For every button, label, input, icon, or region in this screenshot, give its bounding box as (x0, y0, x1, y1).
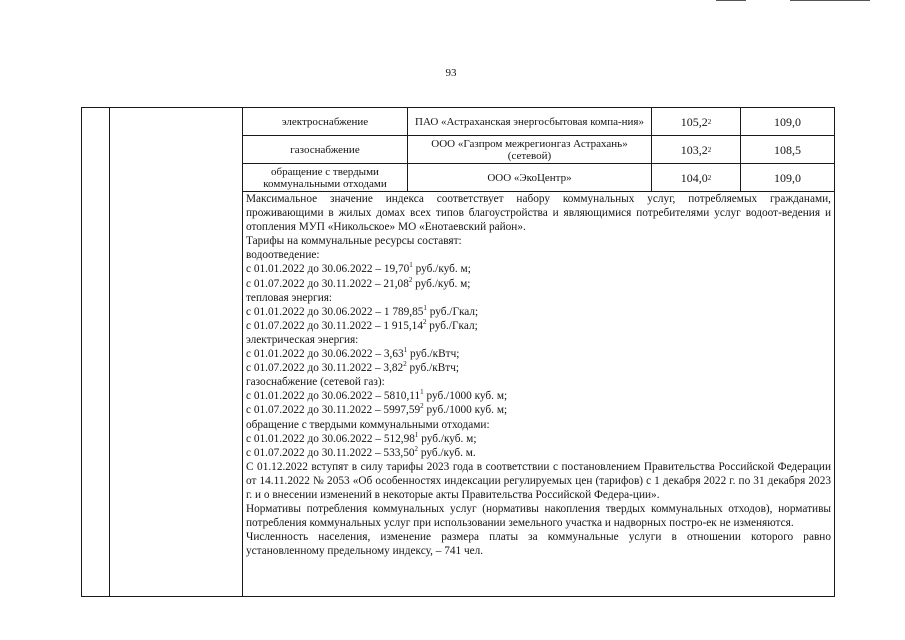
tariff-line (246, 347, 831, 361)
scan-artifact (716, 0, 746, 1)
tariff-text: с 01.07.2022 до 30.11.2022 – 533,50 (246, 446, 415, 459)
supplier-cell: ООО «Газпром межрегионгаз Астрахань» (сетевой) (431, 137, 628, 162)
scan-artifact (790, 0, 870, 1)
notes-block (246, 192, 831, 558)
footnote-ref: 1 (414, 430, 419, 439)
column-divider (109, 107, 110, 597)
tariff-line (246, 389, 831, 403)
decree-paragraph: С 01.12.2022 вступят в силу тарифы 2023 года в соответствии с постановлением Правительства Российской Федерации от 14.11.2022 № 2053 «Об особенностях индексации регулируемых цен (тарифов) с 1 декабря 2022 г. по 31 декабря 2023 г. и о внесении изменений в некоторые акты Правительства Российской Федера-ции». (246, 460, 831, 501)
tariff-text: с 01.07.2022 до 30.11.2022 – 5997,59 (246, 404, 421, 417)
service-cell: газоснабжение (290, 143, 360, 156)
table-border-right (834, 107, 835, 597)
intro-paragraph: Максимальное значение индекса соответствует набору коммунальных услуг, потребляемых гражданами, проживающими в жилых домах всех типов благоустройства и являющимися потребителями услуг водоот-ведения и отопления МУП «Никольское» МО «Енотаевский район». (246, 193, 831, 234)
tariffs-heading: Тарифы на коммунальные ресурсы составят: (246, 235, 462, 248)
supplier-cell: ПАО «Астраханская энергосбытовая компа-ния» (415, 115, 644, 128)
max-index-cell: 108,5 (774, 142, 801, 157)
waste-heading: обращение с твердыми коммунальными отходами: (246, 418, 490, 431)
tariff-line (246, 277, 831, 291)
max-index-cell: 109,0 (774, 114, 801, 129)
electricity-heading: электрическая энергия: (246, 333, 359, 346)
tariff-unit: руб./кВтч; (406, 362, 460, 375)
tariff-text: с 01.01.2022 до 30.06.2022 – 512,98 (246, 432, 415, 445)
index-value: 105,2 (680, 114, 708, 129)
service-cell: обращение с твердыми коммунальными отходами (263, 165, 387, 190)
tariff-line (246, 361, 831, 375)
tariff-text: с 01.01.2022 до 30.06.2022 – 1 789,85 (246, 305, 424, 318)
footnote-ref: 1 (409, 261, 413, 270)
supplier-cell: ООО «ЭкоЦентр» (487, 171, 572, 184)
tariff-line (246, 446, 831, 460)
tariff-text: с 01.07.2022 до 30.11.2022 – 21,08 (246, 277, 409, 290)
index-value: 103,2 (680, 142, 708, 157)
tariff-unit: руб./1000 куб. м; (423, 404, 508, 417)
tariff-unit: руб./куб. м; (418, 432, 477, 445)
max-index-cell: 109,0 (774, 170, 801, 185)
norms-paragraph: Нормативы потребления коммунальных услуг (нормативы накопления твердых коммунальных отходов), нормативы потребления коммунальных услуг при использовании земельного участка и надворных постро-ек не изменяются. (246, 503, 831, 530)
tariff-line (246, 432, 831, 446)
gas-heading: газоснабжение (сетевой газ): (246, 376, 385, 389)
tariff-unit: руб./куб. м. (418, 446, 476, 459)
index-cell: 105,2 2 (680, 114, 712, 129)
heat-heading: тепловая энергия: (246, 291, 333, 304)
footnote-ref: 2 (422, 317, 427, 326)
tariff-line (246, 305, 831, 319)
footnote-ref: 1 (420, 388, 424, 397)
footnote-ref: 1 (403, 346, 408, 355)
tariff-unit: руб./куб. м; (412, 263, 471, 276)
footnote-ref: 1 (423, 303, 427, 312)
tariff-unit: руб./кВтч; (407, 348, 460, 361)
tariff-text: с 01.01.2022 до 30.06.2022 – 5810,11 (246, 390, 421, 403)
table-border-bottom (81, 596, 835, 597)
tariff-text: с 01.07.2022 до 30.11.2022 – 3,82 (246, 362, 404, 375)
tariff-unit: руб./Гкал; (426, 319, 478, 332)
tariff-unit: руб./куб. м; (412, 277, 471, 290)
footnote-ref: 2 (414, 444, 418, 453)
population-paragraph: Численность населения, изменение размера платы за коммунальные услуги в отношении которого равно установленному предельному индексу, – 741 чел. (246, 531, 831, 558)
tariff-line (246, 319, 831, 333)
tariff-unit: руб./1000 куб. м; (423, 390, 508, 403)
page-number: 93 (445, 67, 457, 79)
tariff-text: с 01.07.2022 до 30.11.2022 – 1 915,14 (246, 319, 423, 332)
footnote-ref: 2 (403, 360, 407, 369)
index-cell: 103,2 2 (680, 142, 712, 157)
tariff-line (246, 403, 831, 417)
footnote-ref: 2 (420, 402, 424, 411)
index-cell: 104,0 2 (680, 170, 712, 185)
service-cell: электроснабжение (281, 115, 369, 128)
water-heading: водоотведение: (246, 249, 320, 262)
table-border-left (81, 107, 82, 597)
tariff-unit: руб./Гкал; (426, 305, 479, 318)
tariff-text: с 01.01.2022 до 30.06.2022 – 19,70 (246, 263, 410, 276)
tariff-line (246, 262, 831, 276)
tariff-text: с 01.01.2022 до 30.06.2022 – 3,63 (246, 348, 404, 361)
footnote-ref: 2 (408, 275, 413, 284)
index-value: 104,0 (680, 170, 708, 185)
